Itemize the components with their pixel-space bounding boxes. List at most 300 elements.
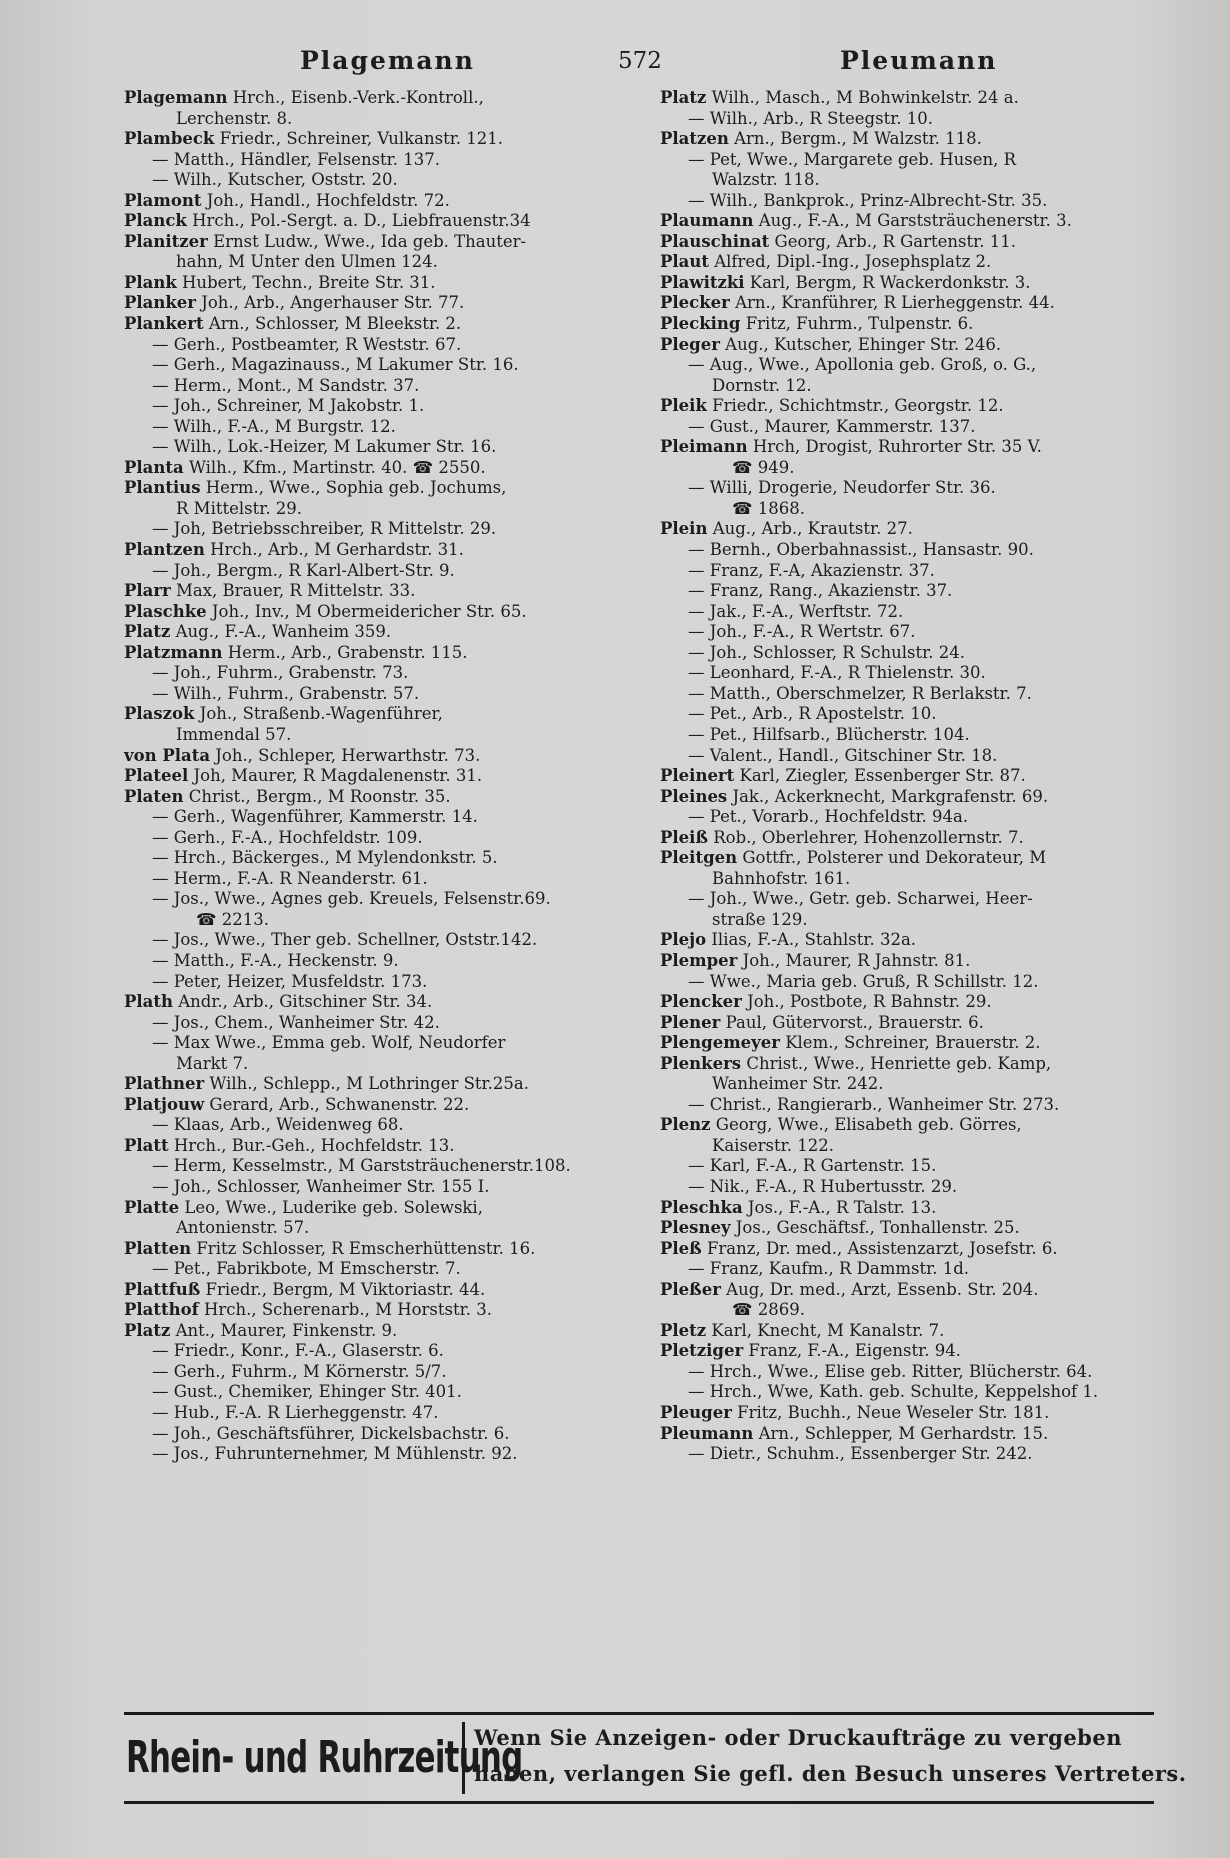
directory-entry <box>660 828 1180 849</box>
entry-line <box>660 807 1180 828</box>
directory-entry <box>660 1403 1180 1424</box>
entry-line <box>660 869 1180 890</box>
surname: Pletz <box>660 1320 707 1340</box>
entry-line <box>660 355 1180 376</box>
entry-details: — Gerh., Magazinauss., M Lakumer Str. 16. <box>152 355 519 375</box>
directory-entry <box>660 519 1180 540</box>
surname: Plank <box>124 272 177 292</box>
entry-details: Joh., Inv., M Obermeidericher Str. 65. <box>211 601 527 621</box>
entry-details: — Hrch., Wwe, Kath. geb. Schulte, Keppelshof 1. <box>688 1382 1099 1402</box>
surname: Plarr <box>124 581 171 601</box>
entry-details: Fritz, Buchh., Neue Weseler Str. 181. <box>737 1403 1050 1422</box>
directory-entry <box>660 232 1180 253</box>
entry-line <box>124 1054 644 1075</box>
entry-details: — Joh., Geschäftsführer, Dickelsbachstr. 6. <box>152 1423 510 1443</box>
surname: Platte <box>124 1197 180 1217</box>
entry-line <box>124 1115 644 1136</box>
entry-line <box>660 1444 1180 1465</box>
directory-entry <box>660 1198 1180 1219</box>
surname: Planker <box>124 293 196 313</box>
left-column <box>124 88 644 1465</box>
entry-details: — Gust., Chemiker, Ehinger Str. 401. <box>152 1382 462 1402</box>
entry-details: — Gerh., Wagenführer, Kammerstr. 14. <box>152 807 478 827</box>
entry-details: — Leonhard, F.-A., R Thielenstr. 30. <box>688 663 986 683</box>
surname: Pleinert <box>660 766 735 786</box>
surname: Plecking <box>660 314 741 334</box>
entry-details: Hrch., Eisenb.-Verk.-Kontroll., <box>232 88 484 107</box>
entry-details: — Pet., Vorarb., Hochfeldstr. 94a. <box>688 807 969 827</box>
entry-line <box>660 1074 1180 1095</box>
entry-line <box>124 684 644 705</box>
entry-details: — Matth., Oberschmelzer, R Berlakstr. 7. <box>688 683 1032 703</box>
entry-details: ☎ 949. <box>732 457 795 477</box>
entry-line <box>124 376 644 397</box>
ad-divider <box>462 1722 465 1794</box>
entry-line <box>124 1382 644 1403</box>
entry-details: — Hrch., Bäckerges., M Mylendonkstr. 5. <box>152 848 498 868</box>
surname: Platz <box>124 622 171 642</box>
surname: Planitzer <box>124 231 208 251</box>
surname: Platen <box>124 786 184 806</box>
surname: Plenkers <box>660 1053 742 1073</box>
entry-details: Klem., Schreiner, Brauerstr. 2. <box>785 1033 1041 1053</box>
directory-entry <box>124 1136 644 1157</box>
entry-details: Max, Brauer, R Mittelstr. 33. <box>176 581 416 601</box>
entry-details: Aug., Arb., Krautstr. 27. <box>712 519 913 539</box>
entry-details: Friedr., Schreiner, Vulkanstr. 121. <box>219 129 504 149</box>
entry-details: — Wwe., Maria geb. Gruß, R Schillstr. 12. <box>688 971 1039 991</box>
entry-details: — Hrch., Wwe., Elise geb. Ritter, Blücherstr. 64. <box>688 1361 1093 1381</box>
entry-details: — Gerh., F.-A., Hochfeldstr. 109. <box>152 827 423 847</box>
entry-details: — Christ., Rangierarb., Wanheimer Str. 273. <box>688 1094 1060 1114</box>
directory-entry <box>660 335 1180 356</box>
entry-details: Markt 7. <box>176 1053 249 1073</box>
entry-line <box>660 540 1180 561</box>
entry-details: — Pet., Hilfsarb., Blücherstr. 104. <box>688 724 970 744</box>
entry-details: — Herm., Mont., M Sandstr. 37. <box>152 375 420 395</box>
entry-details: — Joh, Betriebsschreiber, R Mittelstr. 29. <box>152 519 497 539</box>
entry-line <box>124 499 644 520</box>
surname: Plath <box>124 992 173 1012</box>
entry-details: Franz, F.-A., Eigenstr. 94. <box>748 1341 961 1361</box>
entry-details: — Karl, F.-A., R Gartenstr. 15. <box>688 1156 937 1176</box>
entry-details: Arn., Schlosser, M Bleekstr. 2. <box>208 314 462 334</box>
entry-details: — Wilh., Kutscher, Oststr. 20. <box>152 170 398 190</box>
entry-line <box>660 1156 1180 1177</box>
entry-details: Ilias, F.-A., Stahlstr. 32a. <box>711 930 917 950</box>
entry-details: straße 129. <box>712 909 808 929</box>
directory-entry <box>124 129 644 150</box>
surname: Platz <box>660 88 707 107</box>
surname: Plauschinat <box>660 231 770 251</box>
directory-entry <box>660 293 1180 314</box>
entry-details: — Wilh., Fuhrm., Grabenstr. 57. <box>152 683 420 703</box>
entry-line <box>124 848 644 869</box>
entry-line <box>124 869 644 890</box>
directory-entry <box>124 1095 644 1116</box>
directory-entry <box>660 1033 1180 1054</box>
surname: Pleßer <box>660 1279 721 1299</box>
entry-line <box>124 1341 644 1362</box>
entry-details: Karl, Knecht, M Kanalstr. 7. <box>711 1320 945 1340</box>
directory-entry <box>124 787 644 808</box>
surname: Pleuger <box>660 1403 732 1422</box>
entry-line <box>660 725 1180 746</box>
entry-details: Arn., Kranführer, R Lierheggenstr. 44. <box>735 293 1055 313</box>
directory-entry <box>660 951 1180 972</box>
entry-details: Christ., Wwe., Henriette geb. Kamp, <box>746 1053 1052 1073</box>
entry-details: — Franz, Kaufm., R Dammstr. 1d. <box>688 1259 969 1279</box>
entry-details: ☎ 1868. <box>732 498 806 518</box>
entry-line <box>124 951 644 972</box>
entry-details: — Jak., F.-A., Werftstr. 72. <box>688 601 904 621</box>
surname: Plaszok <box>124 704 195 724</box>
directory-entry <box>124 293 644 314</box>
right-running-head: Pleumann <box>840 46 998 75</box>
entry-details: — Klaas, Arb., Weidenweg 68. <box>152 1115 404 1135</box>
entry-line <box>660 704 1180 725</box>
entry-details: — Matth., F.-A., Heckenstr. 9. <box>152 950 399 970</box>
entry-details: Friedr., Schichtmstr., Georgstr. 12. <box>712 396 1004 416</box>
directory-entry <box>124 273 644 294</box>
entry-details: Ernst Ludw., Wwe., Ida geb. Thauter- <box>213 231 527 251</box>
surname: Planck <box>124 211 187 231</box>
entry-details: — Franz, Rang., Akazienstr. 37. <box>688 581 953 601</box>
entry-details: Alfred, Dipl.-Ing., Josephsplatz 2. <box>714 252 992 272</box>
entry-line <box>124 252 644 273</box>
directory-entry <box>660 273 1180 294</box>
directory-entry <box>124 704 644 725</box>
entry-line <box>124 1444 644 1465</box>
entry-details: — Jos., Wwe., Agnes geb. Kreuels, Felsenstr.69. <box>152 889 551 909</box>
entry-details: — Aug., Wwe., Apollonia geb. Groß, o. G., <box>688 355 1037 375</box>
directory-entry <box>660 1424 1180 1445</box>
directory-entry <box>124 1300 644 1321</box>
entry-details: Ant., Maurer, Finkenstr. 9. <box>175 1320 398 1340</box>
entry-details: — Matth., Händler, Felsenstr. 137. <box>152 149 440 169</box>
surname: Pleitgen <box>660 848 738 868</box>
entry-line <box>660 1095 1180 1116</box>
surname: Plankert <box>124 314 204 334</box>
entry-details: Aug., Kutscher, Ehinger Str. 246. <box>725 334 1002 354</box>
entry-details: Arn., Schlepper, M Gerhardstr. 15. <box>758 1423 1049 1443</box>
surname: Plantius <box>124 478 201 498</box>
entry-line <box>124 663 644 684</box>
phone-line <box>124 910 644 931</box>
surname: Plambeck <box>124 129 215 149</box>
entry-line <box>660 1382 1180 1403</box>
directory-entry <box>124 643 644 664</box>
entry-details: Leo, Wwe., Luderike geb. Solewski, <box>184 1197 483 1217</box>
directory-entry <box>660 766 1180 787</box>
entry-details: Joh., Maurer, R Jahnstr. 81. <box>742 950 971 970</box>
directory-entry <box>660 992 1180 1013</box>
surname: Pletziger <box>660 1341 744 1361</box>
entry-line <box>660 191 1180 212</box>
entry-details: — Joh., Fuhrm., Grabenstr. 73. <box>152 663 409 683</box>
directory-entry <box>660 1115 1180 1136</box>
surname: Plateel <box>124 766 189 786</box>
entry-details: Herm., Wwe., Sophia geb. Jochums, <box>205 478 507 498</box>
entry-details: — Wilh., Lok.-Heizer, M Lakumer Str. 16. <box>152 437 497 457</box>
entry-details: Andr., Arb., Gitschiner Str. 34. <box>178 992 433 1012</box>
surname: Plattfuß <box>124 1279 201 1299</box>
surname: Plaut <box>660 252 709 272</box>
surname: Plaschke <box>124 601 207 621</box>
surname: Pleschka <box>660 1197 743 1217</box>
entry-line <box>124 150 644 171</box>
surname: Plecker <box>660 293 730 313</box>
entry-details: — Herm, Kesselmstr., M Garststräuchenerstr.108. <box>152 1156 571 1176</box>
surname: Plener <box>660 1012 721 1032</box>
entry-line <box>124 889 644 910</box>
entry-line <box>660 602 1180 623</box>
entry-details: Karl, Bergm, R Wackerdonkstr. 3. <box>749 272 1031 292</box>
directory-entry <box>124 581 644 602</box>
entry-details: Karl, Ziegler, Essenberger Str. 87. <box>739 766 1026 786</box>
entry-details: Kaiserstr. 122. <box>712 1135 834 1155</box>
entry-line <box>660 746 1180 767</box>
directory-entry <box>124 314 644 335</box>
directory-entry <box>124 458 644 479</box>
entry-line <box>124 1218 644 1239</box>
directory-entry <box>660 930 1180 951</box>
surname: Pleß <box>660 1238 702 1258</box>
entry-details: Jak., Ackerknecht, Markgrafenstr. 69. <box>732 786 1049 806</box>
directory-entry <box>124 992 644 1013</box>
entry-line <box>660 561 1180 582</box>
entry-details: Friedr., Bergm, M Viktoriastr. 44. <box>205 1279 486 1299</box>
entry-line <box>124 417 644 438</box>
entry-line <box>660 643 1180 664</box>
entry-line <box>124 1013 644 1034</box>
entry-line <box>660 910 1180 931</box>
surname: Pleines <box>660 786 728 806</box>
entry-line <box>660 170 1180 191</box>
entry-details: — Gerh., Postbeamter, R Weststr. 67. <box>152 334 462 354</box>
surname: Platjouw <box>124 1094 205 1114</box>
entry-details: — Hub., F.-A. R Lierheggenstr. 47. <box>152 1403 439 1422</box>
entry-line <box>124 396 644 417</box>
surname: Platzmann <box>124 642 223 662</box>
entry-line <box>124 1403 644 1424</box>
surname: Plamont <box>124 190 202 210</box>
entry-details: Aug., F.-A., M Garststräuchenerstr. 3. <box>758 211 1072 231</box>
entry-details: — Franz, F.-A, Akazienstr. 37. <box>688 560 935 580</box>
surname: Plawitzki <box>660 272 745 292</box>
surname: Plejo <box>660 930 707 950</box>
directory-entry <box>660 1280 1180 1301</box>
right-column <box>660 88 1180 1465</box>
surname: Platthof <box>124 1300 199 1320</box>
entry-details: Walzstr. 118. <box>712 170 820 190</box>
entry-details: Jos., Geschäftsf., Tonhallenstr. 25. <box>735 1218 1020 1238</box>
directory-entry <box>124 211 644 232</box>
directory-entry <box>660 129 1180 150</box>
entry-details: Wanheimer Str. 242. <box>712 1074 884 1094</box>
entry-line <box>124 1033 644 1054</box>
entry-details: hahn, M Unter den Ulmen 124. <box>176 252 438 272</box>
newspaper-advertisement <box>124 1712 1187 1804</box>
directory-entry <box>660 396 1180 417</box>
entry-details: — Joh., Schreiner, M Jakobstr. 1. <box>152 396 425 416</box>
surname: Plagemann <box>124 88 228 107</box>
directory-entry <box>124 622 644 643</box>
surname: Planta <box>124 457 184 477</box>
page-number: 572 <box>618 48 662 74</box>
ad-line-1: Wenn Sie Anzeigen- oder Druckaufträge zu vergeben <box>474 1725 1122 1750</box>
entry-details: Hrch, Drogist, Ruhrorter Str. 35 V. <box>752 437 1042 457</box>
entry-details: — Bernh., Oberbahnassist., Hansastr. 90. <box>688 540 1034 560</box>
entry-details: — Herm., F.-A. R Neanderstr. 61. <box>152 868 428 888</box>
entry-line <box>660 376 1180 397</box>
ad-title: Rhein- und Ruhrzeitung <box>126 1732 523 1783</box>
entry-details: Lerchenstr. 8. <box>176 108 293 128</box>
entry-details: Hrch., Pol.-Sergt. a. D., Liebfrauenstr.34 <box>192 211 531 231</box>
entry-details: — Pet., Fabrikbote, M Emscherstr. 7. <box>152 1259 461 1279</box>
ad-top-rule <box>124 1712 1154 1715</box>
entry-line <box>660 622 1180 643</box>
entry-details: — Jos., Chem., Wanheimer Str. 42. <box>152 1012 440 1032</box>
directory-entry <box>660 437 1180 458</box>
entry-details: Immendal 57. <box>176 724 292 744</box>
ad-line-2: haben, verlangen Sie gefl. den Besuch unseres Vertreters. <box>474 1761 1187 1786</box>
entry-details: R Mittelstr. 29. <box>176 498 303 518</box>
directory-entry <box>124 191 644 212</box>
entry-details: — Joh., F.-A., R Wertstr. 67. <box>688 622 916 642</box>
entry-line <box>124 1259 644 1280</box>
directory-entry <box>660 252 1180 273</box>
entry-details: Jos., F.-A., R Talstr. 13. <box>747 1197 937 1217</box>
entry-line <box>124 972 644 993</box>
entry-line <box>124 335 644 356</box>
entry-line <box>660 1259 1180 1280</box>
entry-details: Dornstr. 12. <box>712 375 812 395</box>
entry-details: Hrch., Arb., M Gerhardstr. 31. <box>210 540 464 560</box>
entry-details: — Gust., Maurer, Kammerstr. 137. <box>688 416 976 436</box>
entry-details: Joh, Maurer, R Magdalenenstr. 31. <box>193 766 483 786</box>
directory-entry <box>660 211 1180 232</box>
entry-line <box>660 972 1180 993</box>
entry-details: — Jos., Fuhrunternehmer, M Mühlenstr. 92. <box>152 1444 518 1464</box>
entry-line <box>124 355 644 376</box>
entry-line <box>124 807 644 828</box>
surname: Pleik <box>660 396 707 416</box>
surname: Platz <box>124 1320 171 1340</box>
entry-details: — Willi, Drogerie, Neudorfer Str. 36. <box>688 478 996 498</box>
directory-entry <box>124 766 644 787</box>
entry-details: — Pet., Arb., R Apostelstr. 10. <box>688 704 937 724</box>
phone-line <box>660 499 1180 520</box>
surname: Plemper <box>660 950 738 970</box>
surname: Plaumann <box>660 211 754 231</box>
surname: Plencker <box>660 992 742 1012</box>
directory-entry <box>124 1280 644 1301</box>
entry-details: Aug, Dr. med., Arzt, Essenb. Str. 204. <box>726 1279 1039 1299</box>
entry-details: Gerard, Arb., Schwanenstr. 22. <box>209 1094 470 1114</box>
directory-entry <box>660 848 1180 869</box>
entry-line <box>124 1177 644 1198</box>
entry-details: — Joh., Schlosser, R Schulstr. 24. <box>688 642 965 662</box>
entry-details: — Jos., Wwe., Ther geb. Schellner, Oststr.142. <box>152 930 538 950</box>
entry-details: — Wilh., Arb., R Steegstr. 10. <box>688 108 934 128</box>
surname: von Plata <box>124 745 211 765</box>
entry-line <box>660 109 1180 130</box>
directory-entry <box>660 88 1180 109</box>
surname: Platt <box>124 1135 169 1155</box>
surname: Pleumann <box>660 1423 754 1443</box>
surname: Pleiß <box>660 827 708 847</box>
surname: Pleger <box>660 334 720 354</box>
directory-entry <box>124 232 644 253</box>
entry-line <box>124 170 644 191</box>
entry-details: Joh., Postbote, R Bahnstr. 29. <box>747 992 992 1012</box>
surname: Plathner <box>124 1074 205 1094</box>
entry-details: Hubert, Techn., Breite Str. 31. <box>182 272 436 292</box>
entry-details: — Pet, Wwe., Margarete geb. Husen, R <box>688 149 1017 169</box>
entry-details: — Gerh., Fuhrm., M Körnerstr. 5/7. <box>152 1361 447 1381</box>
entry-details: Fritz Schlosser, R Emscherhüttenstr. 16. <box>196 1238 536 1258</box>
entry-details: Wilh., Masch., M Bohwinkelstr. 24 a. <box>711 88 1019 107</box>
surname: Plesney <box>660 1218 731 1238</box>
entry-details: Joh., Handl., Hochfeldstr. 72. <box>206 190 450 210</box>
entry-details: — Friedr., Konr., F.-A., Glaserstr. 6. <box>152 1341 444 1361</box>
phone-line <box>660 458 1180 479</box>
entry-details: Joh., Arb., Angerhauser Str. 77. <box>201 293 465 313</box>
directory-entry <box>124 1074 644 1095</box>
entry-details: — Dietr., Schuhm., Essenberger Str. 242. <box>688 1444 1033 1464</box>
entry-details: Joh., Straßenb.-Wagenführer, <box>199 704 443 724</box>
entry-line <box>124 828 644 849</box>
entry-line <box>660 1362 1180 1383</box>
entry-details: Fritz, Fuhrm., Tulpenstr. 6. <box>745 314 974 334</box>
surname: Platzen <box>660 129 729 149</box>
directory-entry <box>124 1198 644 1219</box>
directory-entry <box>660 1341 1180 1362</box>
directory-entry <box>660 1218 1180 1239</box>
entry-details: — Nik., F.-A., R Hubertusstr. 29. <box>688 1176 958 1196</box>
directory-entry <box>124 1239 644 1260</box>
entry-details: Franz, Dr. med., Assistenzarzt, Josefstr. 6. <box>706 1238 1058 1258</box>
entry-line <box>660 889 1180 910</box>
entry-details: — Peter, Heizer, Musfeldstr. 173. <box>152 971 428 991</box>
entry-line <box>660 478 1180 499</box>
entry-line <box>124 1362 644 1383</box>
entry-details: ☎ 2869. <box>732 1300 806 1320</box>
entry-details: Gottfr., Polsterer und Dekorateur, M <box>742 848 1047 868</box>
directory-entry <box>660 1054 1180 1075</box>
directory-entry <box>660 314 1180 335</box>
entry-line <box>124 725 644 746</box>
entry-line <box>660 150 1180 171</box>
entry-details: Bahnhofstr. 161. <box>712 868 851 888</box>
directory-entry <box>124 540 644 561</box>
directory-entry <box>124 88 644 109</box>
entry-line <box>124 519 644 540</box>
entry-details: Paul, Gütervorst., Brauerstr. 6. <box>725 1012 984 1032</box>
directory-entry <box>124 1321 644 1342</box>
directory-entry <box>124 602 644 623</box>
entry-details: — Max Wwe., Emma geb. Wolf, Neudorfer <box>152 1033 506 1053</box>
entry-details: Arn., Bergm., M Walzstr. 118. <box>734 129 982 149</box>
entry-line <box>660 684 1180 705</box>
entry-details: Joh., Schleper, Herwarthstr. 73. <box>215 745 481 765</box>
surname: Plenz <box>660 1115 711 1135</box>
surname: Plengemeyer <box>660 1033 780 1053</box>
entry-line <box>660 417 1180 438</box>
entry-details: ☎ 2213. <box>196 909 270 929</box>
directory-entry <box>660 1239 1180 1260</box>
